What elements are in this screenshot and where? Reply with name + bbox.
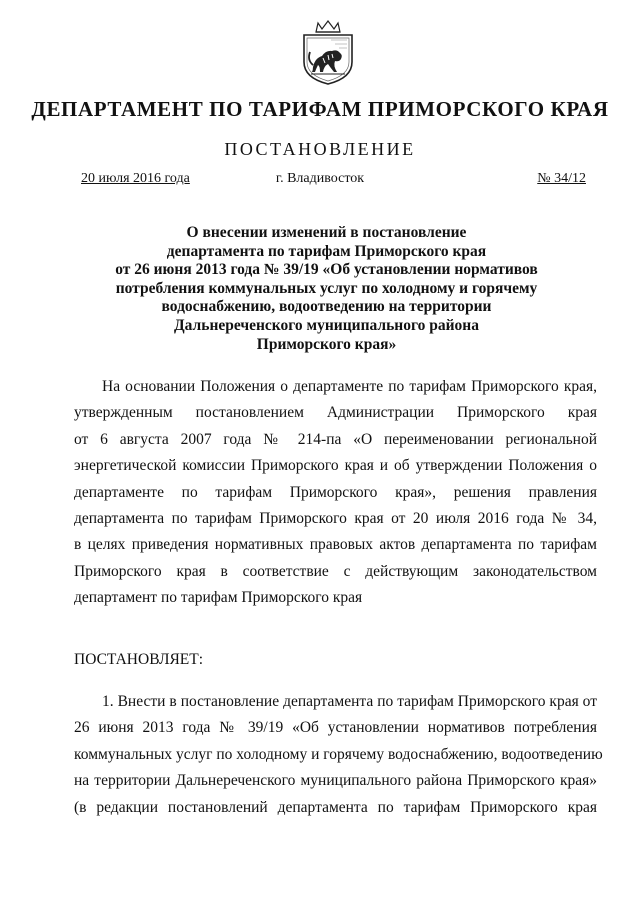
title-line: Дальнереченского муниципального района bbox=[174, 316, 479, 334]
paragraph-line: департамента по тарифам Приморского края от 20 июля 2016 года № 34, bbox=[74, 509, 597, 527]
paragraph-line: утвержденным постановлением Администрации Приморского края bbox=[74, 404, 597, 422]
paragraph-line: департаменте по тарифам Приморского края», решения правления bbox=[74, 483, 597, 501]
document-number: № 34/12 bbox=[537, 171, 586, 186]
paragraph-line: На основании Положения о департаменте по тарифам Приморского края, bbox=[102, 378, 597, 395]
paragraph-line: (в редакции постановлений департамента по тарифам Приморского края bbox=[74, 798, 597, 816]
title-line: водоснабжению, водоотведению на территории bbox=[161, 298, 492, 316]
paragraph-line: 1. Внести в постановление департамента по тарифам Приморского края от bbox=[102, 693, 597, 710]
document-type: ПОСТАНОВЛЕНИЕ bbox=[224, 139, 416, 159]
paragraph-line: в целях приведения нормативных правовых актов департамента по тарифам bbox=[74, 536, 597, 554]
title-line: Приморского края» bbox=[256, 335, 397, 353]
paragraph-line: энергетической комиссии Приморского края и об утверждении Положения о bbox=[74, 457, 597, 475]
title-line: потребления коммунальных услуг по холодному и горячему bbox=[115, 279, 538, 297]
title-line: О внесении изменений в постановление bbox=[186, 224, 467, 241]
document-city: г. Владивосток bbox=[275, 171, 365, 186]
paragraph-line: 26 июня 2013 года № 39/19 «Об установлении нормативов потребления bbox=[74, 719, 597, 737]
paragraph-line: департамент по тарифам Приморского края bbox=[74, 589, 363, 607]
preamble-paragraph bbox=[74, 374, 597, 612]
clause-1-paragraph bbox=[74, 689, 603, 821]
title-line: департамента по тарифам Приморского края bbox=[166, 242, 487, 260]
document-date: 20 июля 2016 года bbox=[81, 171, 190, 186]
document-title bbox=[60, 224, 593, 354]
paragraph-line: от 6 августа 2007 года № 214-па «О переименовании региональной bbox=[74, 430, 597, 448]
paragraph-line: коммунальных услуг по холодному и горячему водоснабжению, водоотведению bbox=[74, 745, 603, 763]
department-name: ДЕПАРТАМЕНТ ПО ТАРИФАМ ПРИМОРСКОГО КРАЯ bbox=[31, 97, 609, 121]
paragraph-line: Приморского края в соответствие с действующим законодательством bbox=[74, 562, 597, 580]
resolves-text: ПОСТАНОВЛЯЕТ: bbox=[74, 651, 204, 668]
resolves-heading bbox=[74, 647, 597, 673]
paragraph-line: на территории Дальнереченского муниципального района Приморского края» bbox=[74, 772, 597, 790]
title-line: от 26 июня 2013 года № 39/19 «Об установлении нормативов bbox=[115, 261, 538, 279]
coat-of-arms-icon bbox=[299, 20, 357, 86]
